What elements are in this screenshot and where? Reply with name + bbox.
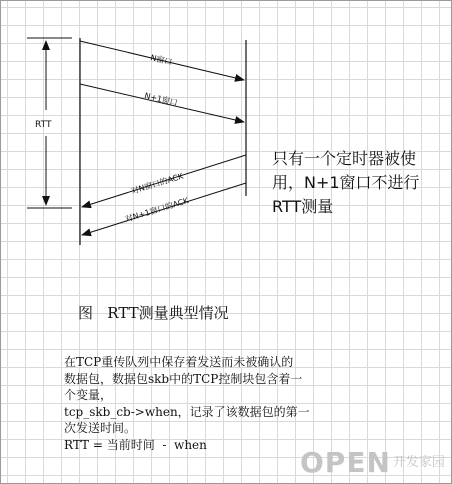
- arrow-label-ack-n: 对N窗口的ACK: [129, 171, 185, 196]
- arrow-label-n-window: N窗口: [149, 53, 173, 67]
- watermark-logo-subtext: 开发家园: [392, 455, 445, 470]
- explanation-text: [64, 354, 382, 453]
- arrow-label-n1-window: N+1窗口: [143, 91, 179, 108]
- figure-caption: 图 RTT测量典型情况: [78, 304, 229, 322]
- watermark-logo-text: OPEN: [300, 446, 391, 479]
- side-note: 只有一个定时器被使 用，N+1窗口不进行 RTT测量: [272, 149, 420, 216]
- arrow-label-ack-n1: 对N+1窗口的ACK: [123, 196, 190, 224]
- explanation-line: 数据包，数据包skb中的TCP控制块包含着一: [64, 371, 303, 386]
- watermark-logo: [300, 448, 445, 478]
- explanation-line: tcp_skb_cb->when，记录了该数据包的第一: [64, 404, 310, 419]
- rtt-label: RTT: [35, 120, 52, 130]
- explanation-line: 次发送时间。: [64, 421, 137, 435]
- explanation-line: 在TCP重传队列中保存着发送而未被确认的: [64, 355, 294, 369]
- explanation-line: RTT = 当前时间 - when: [64, 437, 207, 452]
- explanation-line: 个变量，: [64, 388, 113, 402]
